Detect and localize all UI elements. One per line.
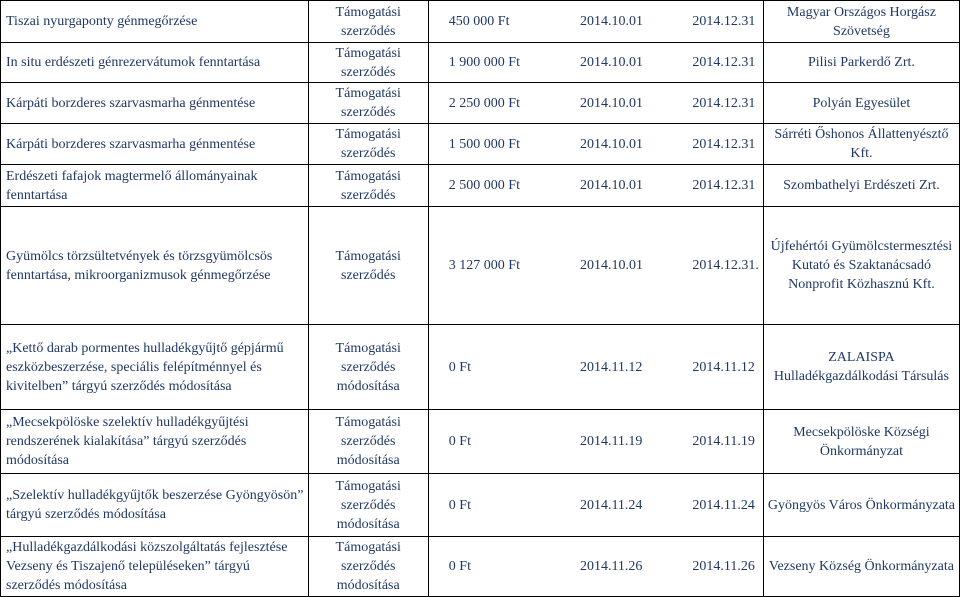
- amount-cell: 0 Ft: [428, 537, 576, 597]
- partner-cell: Újfehértói Gyümölcstermesztési Kutató és Szaktanácsadó Nonprofit Közhasznú Kft.: [763, 207, 959, 325]
- subject-cell: Tiszai nyurgaponty génmegőrzése: [1, 1, 309, 43]
- contract-type-cell: Támogatási szerződés: [308, 1, 428, 43]
- table-row: [1, 474, 960, 537]
- subject-cell: „Mecsekpölöske szelektív hulladékgyűjtési rendszerének kialakítása” tárgyú szerződés módosítása: [1, 410, 309, 474]
- table-row: [1, 124, 960, 165]
- amount-cell: 1 900 000 Ft: [428, 43, 576, 83]
- partner-cell: Magyar Országos Horgász Szövetség: [763, 1, 959, 43]
- start-date-cell: 2014.11.26: [576, 537, 688, 597]
- end-date-cell: 2014.12.31: [688, 1, 763, 43]
- end-date-cell: 2014.12.31.: [688, 207, 763, 325]
- subject-cell: Gyümölcs törzsültetvények és törzsgyümölcsös fenntartása, mikroorganizmusok génmegőrzése: [1, 207, 309, 325]
- partner-cell: Polyán Egyesület: [763, 83, 959, 124]
- start-date-cell: 2014.10.01: [576, 83, 688, 124]
- amount-cell: 1 500 000 Ft: [428, 124, 576, 165]
- end-date-cell: 2014.12.31: [688, 165, 763, 207]
- table-row: [1, 325, 960, 410]
- amount-cell: 2 500 000 Ft: [428, 165, 576, 207]
- subject-cell: Erdészeti fafajok magtermelő állományainak fenntartása: [1, 165, 309, 207]
- contract-type-cell: Támogatási szerződés módosítása: [308, 474, 428, 537]
- subject-cell: „Hulladékgazdálkodási közszolgáltatás fejlesztése Vezseny és Tiszajenő településeken” tárgyú szerződés módosítása: [1, 537, 309, 597]
- end-date-cell: 2014.11.19: [688, 410, 763, 474]
- table-row: [1, 410, 960, 474]
- contract-type-cell: Támogatási szerződés: [308, 165, 428, 207]
- start-date-cell: 2014.10.01: [576, 1, 688, 43]
- amount-cell: 3 127 000 Ft: [428, 207, 576, 325]
- subject-cell: Kárpáti borzderes szarvasmarha génmentése: [1, 83, 309, 124]
- start-date-cell: 2014.11.24: [576, 474, 688, 537]
- partner-cell: ZALAISPA Hulladékgazdálkodási Társulás: [763, 325, 959, 410]
- contract-type-cell: Támogatási szerződés módosítása: [308, 325, 428, 410]
- end-date-cell: 2014.12.31: [688, 43, 763, 83]
- partner-cell: Pilisi Parkerdő Zrt.: [763, 43, 959, 83]
- amount-cell: 0 Ft: [428, 410, 576, 474]
- start-date-cell: 2014.11.12: [576, 325, 688, 410]
- start-date-cell: 2014.10.01: [576, 124, 688, 165]
- contract-type-cell: Támogatási szerződés: [308, 83, 428, 124]
- partner-cell: Mecsekpölöske Községi Önkormányzat: [763, 410, 959, 474]
- table-row: [1, 165, 960, 207]
- contract-type-cell: Támogatási szerződés: [308, 207, 428, 325]
- amount-cell: 450 000 Ft: [428, 1, 576, 43]
- contract-type-cell: Támogatási szerződés: [308, 43, 428, 83]
- end-date-cell: 2014.11.26: [688, 537, 763, 597]
- contract-type-cell: Támogatási szerződés módosítása: [308, 537, 428, 597]
- amount-cell: 0 Ft: [428, 325, 576, 410]
- start-date-cell: 2014.10.01: [576, 165, 688, 207]
- subject-cell: In situ erdészeti génrezervátumok fenntartása: [1, 43, 309, 83]
- partner-cell: Vezseny Község Önkormányzata: [763, 537, 959, 597]
- table-row: [1, 207, 960, 325]
- partner-cell: Szombathelyi Erdészeti Zrt.: [763, 165, 959, 207]
- contracts-table-body: [1, 1, 960, 597]
- start-date-cell: 2014.10.01: [576, 207, 688, 325]
- subject-cell: Kárpáti borzderes szarvasmarha génmentése: [1, 124, 309, 165]
- partner-cell: Sárréti Őshonos Állattenyésztő Kft.: [763, 124, 959, 165]
- amount-cell: 0 Ft: [428, 474, 576, 537]
- table-row: [1, 83, 960, 124]
- start-date-cell: 2014.11.19: [576, 410, 688, 474]
- end-date-cell: 2014.12.31: [688, 83, 763, 124]
- table-row: [1, 1, 960, 43]
- table-row: [1, 537, 960, 597]
- contract-type-cell: Támogatási szerződés módosítása: [308, 410, 428, 474]
- start-date-cell: 2014.10.01: [576, 43, 688, 83]
- end-date-cell: 2014.11.24: [688, 474, 763, 537]
- amount-cell: 2 250 000 Ft: [428, 83, 576, 124]
- end-date-cell: 2014.12.31: [688, 124, 763, 165]
- end-date-cell: 2014.11.12: [688, 325, 763, 410]
- subject-cell: „Szelektív hulladékgyűjtők beszerzése Gyöngyösön” tárgyú szerződés módosítása: [1, 474, 309, 537]
- table-row: [1, 43, 960, 83]
- partner-cell: Gyöngyös Város Önkormányzata: [763, 474, 959, 537]
- contract-type-cell: Támogatási szerződés: [308, 124, 428, 165]
- subject-cell: „Kettő darab pormentes hulladékgyűjtő gépjármű eszközbeszerzése, speciális felépítménnyel és kivitelben” tárgyú szerződés módosítása: [1, 325, 309, 410]
